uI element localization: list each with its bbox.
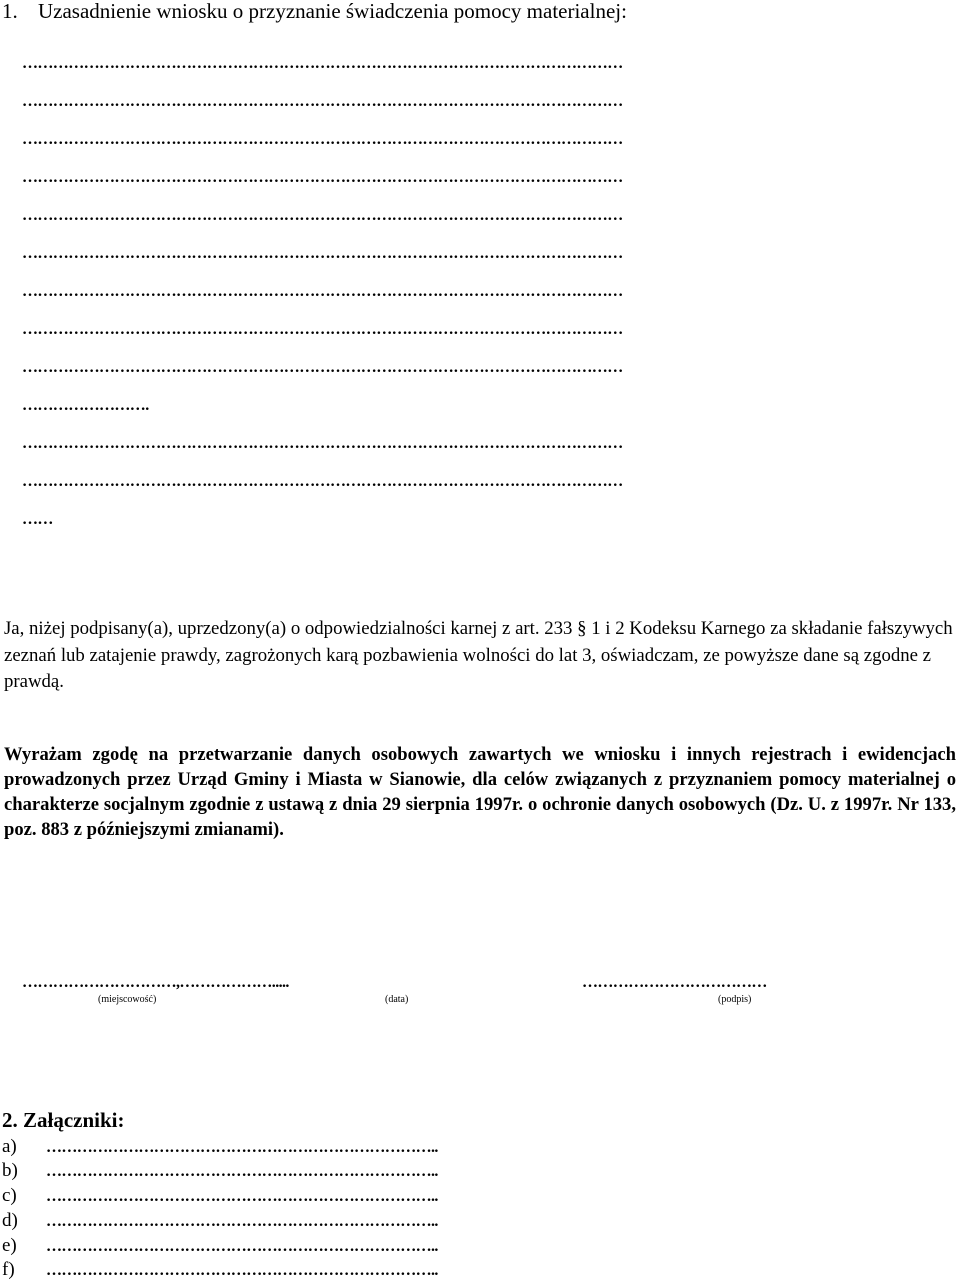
place-date-field[interactable]: …………………………,………………..... <box>22 974 289 991</box>
justification-line-12[interactable]: ……………………………………………………………………………………………………… <box>22 473 623 490</box>
attachment-row-e <box>2 1235 438 1258</box>
attachment-row-c <box>2 1185 438 1208</box>
justification-line-8[interactable]: ……………………………………………………………………………………………………… <box>22 321 623 338</box>
attachment-field-b[interactable]: ………………………………………………………………….. <box>46 1163 438 1180</box>
justification-line-4[interactable]: ……………………………………………………………………………………………………… <box>22 169 623 186</box>
signature-label: (podpis) <box>718 994 752 1005</box>
consent-paragraph: Wyrażam zgodę na przetwarzanie danych osobowych zawartych we wniosku i innych rejestrach i ewidencjach prowadzonych przez Urząd Gminy i Miasta w Sianowie, dla celów związanych z przyznaniem pomocy materialnej o charakterze socjalnym zgodnie z ustawą z dnia 29 sierpnia 1997r. o ochronie danych osobowych (Dz. U. z 1997r. Nr 133, poz. 883 z późniejszymi zmianami). <box>4 744 956 840</box>
attachment-letter: e) <box>2 1235 17 1256</box>
attachment-letter: c) <box>2 1185 17 1206</box>
justification-line-1[interactable]: ……………………………………………………………………………………………………… <box>22 55 623 72</box>
attachment-field-d[interactable]: ………………………………………………………………….. <box>46 1213 438 1230</box>
attachment-letter: b) <box>2 1160 18 1181</box>
attachment-row-a <box>2 1136 438 1159</box>
justification-line-13[interactable]: …… <box>22 511 53 528</box>
attachment-field-e[interactable]: ………………………………………………………………….. <box>46 1238 438 1255</box>
justification-line-9[interactable]: ……………………………………………………………………………………………………… <box>22 359 623 376</box>
justification-line-5[interactable]: ……………………………………………………………………………………………………… <box>22 207 623 224</box>
attachment-row-b <box>2 1160 438 1183</box>
attachment-field-f[interactable]: ………………………………………………………………….. <box>46 1262 438 1279</box>
section-2-title: 2. Załączniki: <box>2 1108 125 1132</box>
section-1-title: Uzasadnienie wniosku o przyznanie świadczenia pomocy materialnej: <box>38 0 627 23</box>
attachment-field-a[interactable]: ………………………………………………………………….. <box>46 1139 438 1156</box>
attachment-letter: d) <box>2 1210 18 1231</box>
date-label: (data) <box>385 994 409 1005</box>
attachment-row-d <box>2 1210 438 1233</box>
attachment-field-c[interactable]: ………………………………………………………………….. <box>46 1188 438 1205</box>
justification-line-7[interactable]: ……………………………………………………………………………………………………… <box>22 283 623 300</box>
justification-line-10[interactable]: ……………………. <box>22 397 149 414</box>
place-label: (miejscowość) <box>98 994 157 1005</box>
attachment-letter: f) <box>2 1259 15 1280</box>
justification-line-3[interactable]: ……………………………………………………………………………………………………… <box>22 131 623 148</box>
justification-line-6[interactable]: ……………………………………………………………………………………………………… <box>22 245 623 262</box>
signature-field[interactable]: ……………………………… <box>582 974 767 991</box>
attachment-row-f <box>2 1259 438 1282</box>
justification-line-11[interactable]: ……………………………………………………………………………………………………… <box>22 435 623 452</box>
declaration-paragraph: Ja, niżej podpisany(a), uprzedzony(a) o odpowiedzialności karnej z art. 233 § 1 i 2 Kodeksu Karnego za składanie fałszywych zeznań lub zatajenie prawdy, zagrożonych karą pozbawienia wolności do lat 3, oświadczam, ze powyższe dane są zgodne z prawdą. <box>4 618 953 692</box>
attachment-letter: a) <box>2 1136 17 1157</box>
justification-line-2[interactable]: ……………………………………………………………………………………………………… <box>22 93 623 110</box>
section-1-number: 1. <box>2 0 18 23</box>
